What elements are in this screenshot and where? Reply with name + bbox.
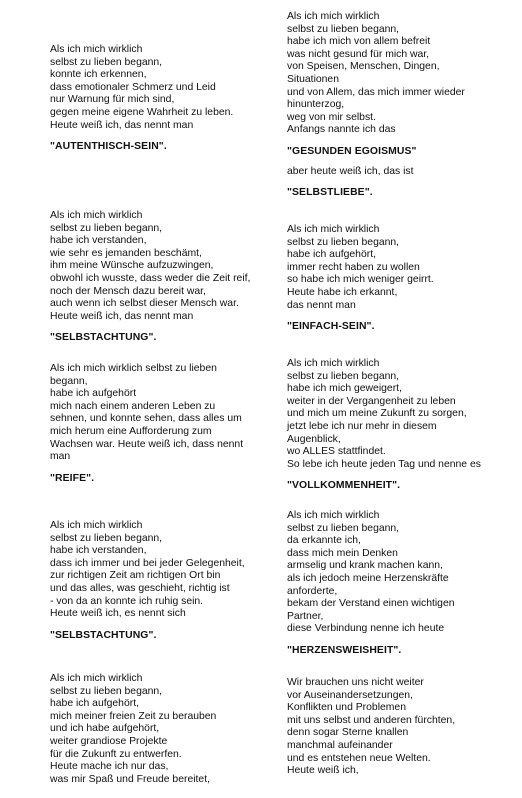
poem-line: Konflikten und Problemen	[287, 702, 406, 714]
poem-line: gegen meine eigene Wahrheit zu leben.	[50, 106, 234, 118]
poem-line: auch wenn ich selbst dieser Mensch war.	[50, 298, 239, 310]
poem-line: Heute weiß ich, das nennt man	[50, 310, 194, 322]
poem-line: vor Auseinandersetzungen,	[287, 689, 413, 701]
poem-line: wo ALLES stattfindet.	[287, 446, 386, 458]
poem-line: jetzt lebe ich nur mehr in diesem	[287, 420, 437, 432]
stanza-herzensweisheit	[287, 510, 455, 658]
poem-line: und ich habe aufgehört,	[50, 723, 160, 735]
poem-line: Als ich mich wirklich selbst zu lieben	[50, 363, 217, 374]
poem-line: da erkannte ich,	[287, 535, 361, 547]
poem-line: Heute weiß ich, es nennt sich	[50, 608, 186, 620]
poem-line: Heute weiß ich, das nennt man	[50, 119, 194, 131]
poem-line: das nennt man	[287, 299, 356, 311]
poem-line: man	[50, 451, 71, 463]
poem-line: selbst zu lieben begann,	[50, 56, 163, 68]
poem-line: Partner,	[287, 610, 324, 622]
stanza-gesunden-egoismus	[287, 11, 465, 200]
poem-line: habe ich verstanden,	[50, 545, 147, 557]
poem-line: Als ich mich wirklich	[50, 44, 143, 55]
poem-line: mit uns selbst und anderen fürchten,	[287, 714, 456, 726]
poem-line: mich meiner freien Zeit zu berauben	[50, 710, 217, 722]
poem-line: selbst zu lieben begann,	[287, 236, 400, 248]
stanza-term: "VOLLKOMMENHEIT".	[287, 480, 401, 492]
poem-line: habe ich mich von allem befreit	[287, 36, 431, 48]
poem-line: manchmal aufeinander	[287, 739, 393, 751]
stanza-neue-welten	[287, 677, 455, 778]
poem-line: hinunterzog,	[287, 99, 345, 111]
stanza-selbstachtung-1	[50, 210, 250, 345]
poem-line: anforderte,	[287, 585, 338, 597]
poem-line: habe ich aufgehört	[50, 388, 137, 400]
stanza-vollkommenheit	[287, 358, 481, 493]
poem-line: So lebe ich heute jeden Tag und nenne es	[287, 458, 481, 470]
poem-line: Wachsen war. Heute weiß ich, dass nennt	[50, 438, 244, 450]
poem-line: von Speisen, Menschen, Dingen,	[287, 61, 440, 73]
stanza-term: "AUTENTHISCH-SEIN".	[50, 141, 167, 153]
poem-line: ihm meine Wünsche aufzuzwingen,	[50, 260, 214, 272]
poem-line: nur Warnung für mich sind,	[50, 94, 175, 106]
stanza-term: "HERZENSWEISHEIT".	[287, 644, 402, 656]
poem-line: - von da an konnte ich ruhig sein.	[50, 595, 204, 607]
stanza-reife	[50, 363, 243, 485]
stanza-term: "EINFACH-SEIN".	[287, 321, 375, 333]
poem-line: denn sogar Sterne knallen	[287, 727, 409, 739]
poem-line: weiter in der Vergangenheit zu leben	[287, 395, 456, 407]
poem-line: mich nach einem anderen Leben zu	[50, 400, 216, 412]
poem-line: zur richtigen Zeit am richtigen Ort bin	[50, 570, 221, 582]
poem-line: Als ich mich wirklich	[50, 673, 143, 684]
poem-line: aber heute weiß ich, das ist	[287, 165, 414, 177]
poem-line: und das alles, was geschieht, richtig ist	[50, 582, 230, 594]
poem-line: sehnen, und konnte sehen, dass alles um	[50, 413, 242, 425]
poem-line: dass emotionaler Schmerz und Leid	[50, 81, 216, 93]
poem-line: wie sehr es jemanden beschämt,	[50, 247, 202, 259]
poem-line: Als ich mich wirklich	[50, 210, 143, 221]
poem-line: weiter grandiose Projekte	[50, 735, 168, 747]
stanza-spass-und-freude	[50, 673, 216, 786]
poem-line: Anfangs nannte ich das	[287, 124, 396, 136]
poem-line: habe ich verstanden,	[50, 235, 147, 247]
poem-line: Augenblick,	[287, 433, 341, 445]
poem-line: dass ich immer und bei jeder Gelegenheit,	[50, 557, 245, 569]
poem-line: für die Zukunft zu entwerfen.	[50, 748, 182, 760]
stanza-term: "GESUNDEN EGOISMUS"	[287, 145, 417, 157]
poem-line: Als ich mich wirklich	[50, 520, 143, 531]
poem-line: Wir brauchen uns nicht weiter	[287, 677, 424, 688]
stanza-authentisch-sein	[50, 44, 233, 154]
poem-line: begann,	[50, 375, 88, 387]
poem-line: weg von mir selbst.	[287, 111, 376, 123]
stanza-term: "SELBSTACHTUNG".	[50, 332, 157, 344]
poem-line: bekam der Verstand einen wichtigen	[287, 598, 455, 610]
poem-line: mich herum eine Aufforderung zum	[50, 425, 212, 437]
poem-line: habe ich aufgehört,	[50, 698, 139, 710]
poem-line: Als ich mich wirklich	[287, 11, 380, 22]
poem-line: immer recht haben zu wollen	[287, 261, 420, 273]
stanza-selbstachtung-2	[50, 520, 245, 642]
poem-line: noch der Mensch dazu bereit war,	[50, 285, 206, 297]
poem-line: Heute habe ich erkannt,	[287, 286, 398, 298]
poem-line: was mir Spaß und Freude bereitet,	[50, 773, 210, 785]
poem-line: und es entstehen neue Welten.	[287, 752, 431, 764]
poem-line: selbst zu lieben begann,	[50, 222, 163, 234]
poem-line: als ich jedoch meine Herzenskräfte	[287, 572, 449, 584]
poem-line: was nicht gesund für mich war,	[287, 48, 430, 60]
poem-line: Heute mache ich nur das,	[50, 761, 169, 773]
poem-line: habe ich aufgehört,	[287, 249, 376, 261]
stanza-term: "SELBSTACHTUNG".	[50, 629, 157, 641]
poem-line: selbst zu lieben begann,	[50, 532, 163, 544]
poem-line: selbst zu lieben begann,	[287, 522, 400, 534]
poem-line: habe ich mich geweigert,	[287, 383, 402, 395]
stanza-einfach-sein	[287, 224, 434, 334]
poem-line: und mich um meine Zukunft zu sorgen,	[287, 408, 467, 420]
poem-line: armselig und krank machen kann,	[287, 560, 443, 572]
poem-line: konnte ich erkennen,	[50, 69, 147, 81]
stanza-term: "SELBSTLIEBE".	[287, 187, 373, 199]
stanza-term: "REIFE".	[50, 472, 95, 484]
poem-line: diese Verbindung nenne ich heute	[287, 623, 445, 635]
poem-line: so habe ich mich weniger geirrt.	[287, 274, 434, 286]
poem-line: selbst zu lieben begann,	[287, 23, 400, 35]
poem-line: Situationen	[287, 73, 339, 85]
poem-line: Als ich mich wirklich	[287, 224, 380, 235]
poem-line: selbst zu lieben begann,	[50, 685, 163, 697]
poem-line: obwohl ich wusste, dass weder die Zeit reif,	[50, 272, 251, 284]
poem-line: Als ich mich wirklich	[287, 510, 380, 521]
poem-line: Als ich mich wirklich	[287, 358, 380, 369]
poem-line: selbst zu lieben begann,	[287, 370, 400, 382]
poem-line: und von Allem, das mich immer wieder	[287, 86, 465, 98]
poem-line: Heute weiß ich,	[287, 765, 359, 777]
poem-line: dass mich mein Denken	[287, 547, 398, 559]
